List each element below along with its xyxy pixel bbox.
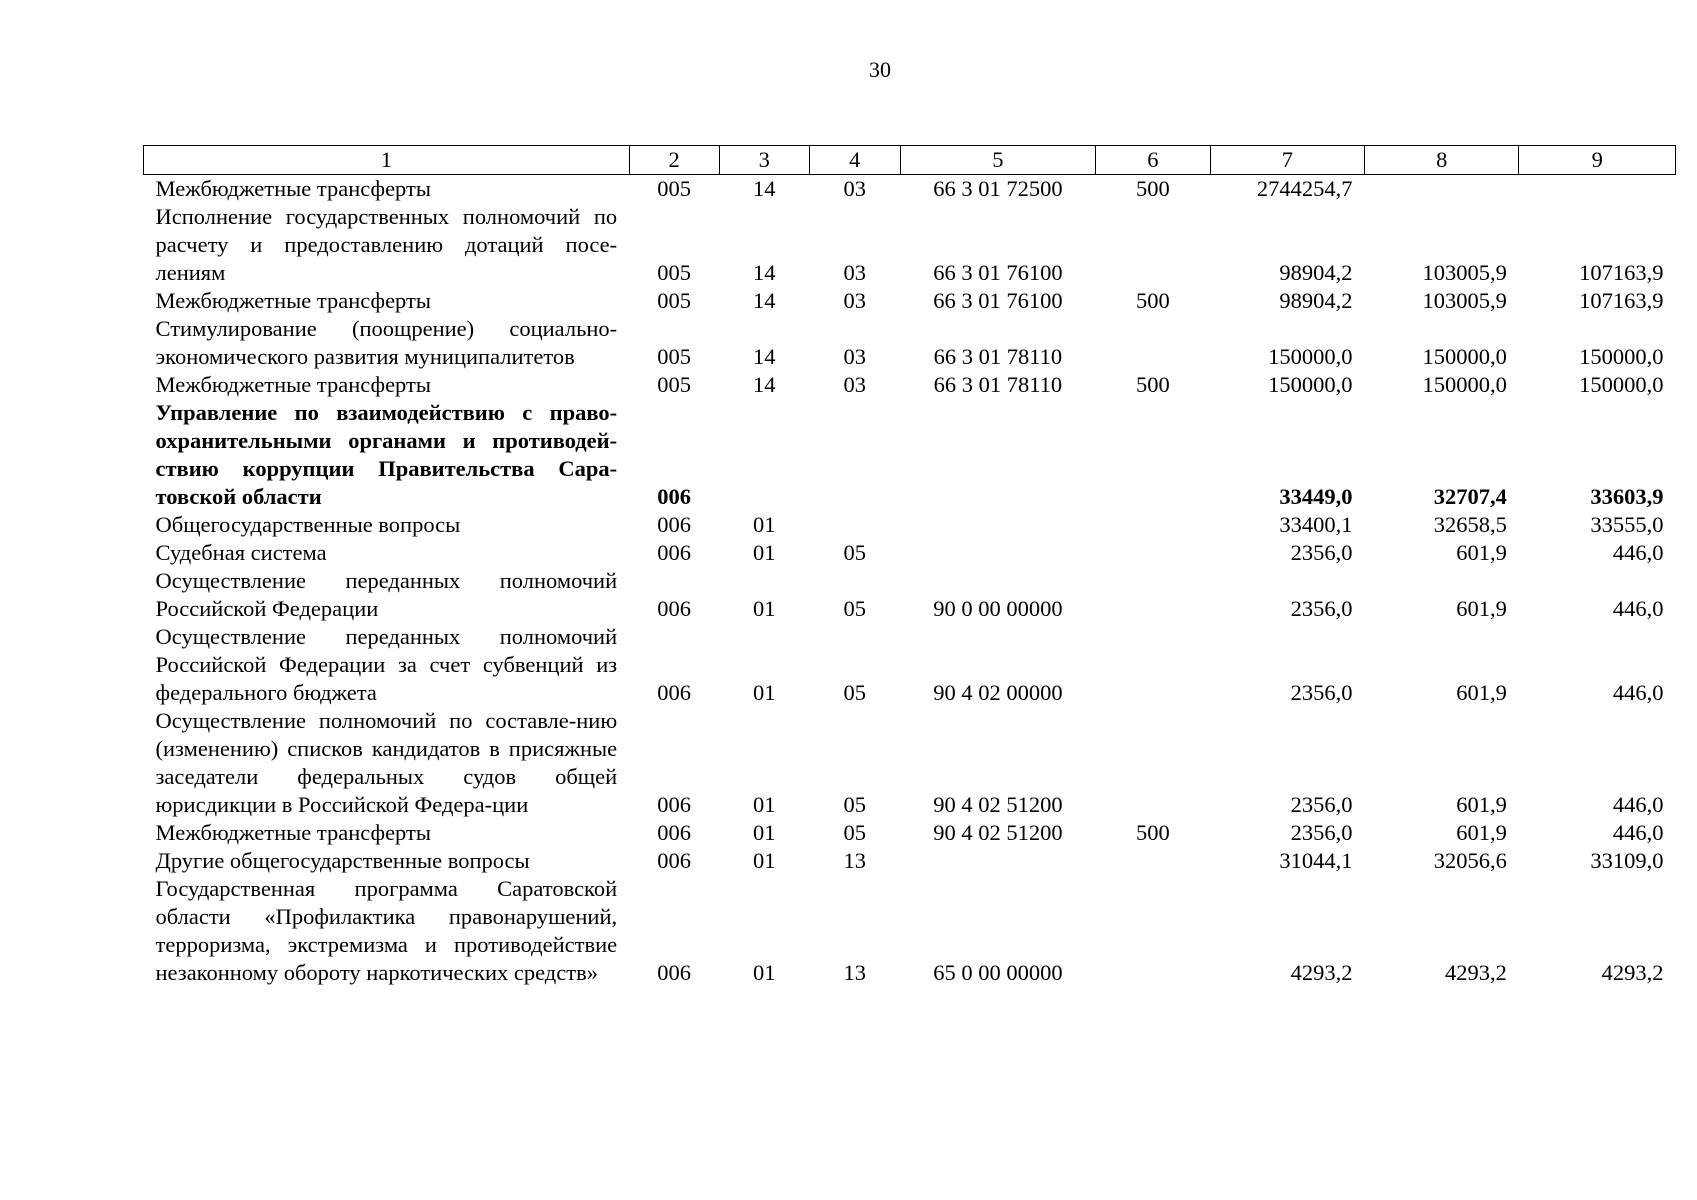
expense-type-code	[1095, 399, 1210, 511]
subsection-code: 13	[843, 848, 867, 873]
row-description-text: Судебная система	[155, 540, 327, 565]
target-article-code	[900, 539, 1095, 567]
row-description-text: Управление по взаимодействию с право-охранительными органами и противодей-ствию коррупции Правительства Сара-товской области	[155, 400, 618, 509]
row-description	[144, 847, 630, 875]
amount-col-7: 150000,0	[1268, 372, 1353, 397]
amount-col-9: 446,0	[1612, 596, 1664, 621]
section-code: 01	[752, 512, 776, 537]
table-row	[144, 399, 1676, 511]
row-description-text: Осуществление полномочий по составле-нию (изменению) списков кандидатов в присяжные заседатели федеральных судов общей юрисдикции в Российской Федера-ции	[155, 708, 618, 817]
expense-type-code	[1095, 847, 1210, 875]
table-row	[144, 875, 1676, 987]
amount-col-7: 98904,2	[1279, 288, 1353, 313]
section-code: 14	[752, 260, 776, 285]
row-description-text: Межбюджетные трансферты	[155, 820, 431, 845]
amount-col-9: 446,0	[1612, 792, 1664, 817]
target-article-code: 66 3 01 76100	[933, 288, 1063, 313]
amount-col-7: 2744254,7	[1256, 176, 1353, 201]
amount-col-9: 33603,9	[1590, 484, 1664, 509]
section-code: 01	[752, 540, 776, 565]
row-description	[144, 511, 630, 539]
table-row	[144, 539, 1676, 567]
section-code: 01	[752, 792, 776, 817]
page-number: 30	[869, 57, 891, 82]
row-description	[144, 707, 630, 819]
expense-type-code: 500	[1135, 288, 1170, 313]
ministry-code: 006	[657, 512, 692, 537]
target-article-code: 66 3 01 78110	[933, 344, 1063, 369]
row-description-text: Межбюджетные трансферты	[155, 176, 431, 201]
row-description-text: Осуществление переданных полномочий Российской Федерации за счет субвенций из федерального бюджета	[155, 624, 618, 705]
amount-col-9: 33109,0	[1590, 848, 1664, 873]
amount-col-9: 107163,9	[1579, 288, 1664, 313]
section-code: 01	[752, 960, 776, 985]
amount-col-8: 601,9	[1456, 596, 1507, 621]
header-cell: 4	[809, 146, 900, 175]
budget-table	[143, 145, 1676, 987]
subsection-code: 05	[843, 540, 867, 565]
target-article-code	[900, 511, 1095, 539]
amount-col-7: 33449,0	[1279, 484, 1353, 509]
expense-type-code	[1095, 707, 1210, 819]
amount-col-9: 107163,9	[1579, 260, 1664, 285]
amount-col-7: 2356,0	[1290, 792, 1353, 817]
amount-col-7: 98904,2	[1279, 260, 1353, 285]
section-code: 01	[752, 820, 776, 845]
ministry-code: 005	[657, 372, 692, 397]
target-article-code: 66 3 01 72500	[933, 176, 1063, 201]
table-row	[144, 175, 1676, 204]
target-article-code: 90 4 02 00000	[933, 680, 1063, 705]
table-row	[144, 623, 1676, 707]
table-row	[144, 315, 1676, 371]
amount-col-7: 31044,1	[1279, 848, 1353, 873]
ministry-code: 006	[657, 792, 692, 817]
section-code: 14	[752, 176, 776, 201]
ministry-code: 005	[657, 176, 692, 201]
section-code: 14	[752, 372, 776, 397]
table-row	[144, 567, 1676, 623]
expense-type-code: 500	[1135, 372, 1170, 397]
expense-type-code	[1095, 315, 1210, 371]
subsection-code: 03	[843, 372, 867, 397]
ministry-code: 006	[657, 540, 692, 565]
expense-type-code: 500	[1135, 820, 1170, 845]
header-cell: 1	[144, 146, 630, 175]
header-cell: 6	[1095, 146, 1210, 175]
amount-col-7: 150000,0	[1268, 344, 1353, 369]
amount-col-8: 150000,0	[1422, 344, 1507, 369]
amount-col-8: 4293,2	[1445, 960, 1507, 985]
row-description-text: Другие общегосударственные вопросы	[155, 848, 530, 873]
target-article-code: 66 3 01 78110	[933, 372, 1063, 397]
amount-col-8: 103005,9	[1422, 260, 1507, 285]
section-code: 14	[752, 288, 776, 313]
expense-type-code	[1095, 623, 1210, 707]
row-description	[144, 623, 630, 707]
amount-col-7: 2356,0	[1290, 596, 1353, 621]
subsection-code: 05	[843, 680, 867, 705]
subsection-code: 13	[843, 960, 867, 985]
expense-type-code: 500	[1135, 176, 1170, 201]
target-article-code: 90 0 00 00000	[933, 596, 1063, 621]
amount-col-9: 446,0	[1612, 680, 1664, 705]
section-code: 01	[752, 848, 776, 873]
row-description	[144, 175, 630, 204]
amount-col-8: 601,9	[1456, 540, 1507, 565]
section-code: 14	[752, 344, 776, 369]
amount-col-9: 150000,0	[1579, 344, 1664, 369]
target-article-code: 66 3 01 76100	[933, 260, 1063, 285]
row-description	[144, 539, 630, 567]
amount-col-9: 446,0	[1612, 540, 1664, 565]
amount-col-8: 150000,0	[1422, 372, 1507, 397]
amount-col-8: 32056,6	[1433, 848, 1507, 873]
row-description-text: Стимулирование (поощрение) социально-экономического развития муниципалитетов	[155, 316, 618, 369]
ministry-code: 006	[657, 960, 692, 985]
row-description	[144, 287, 630, 315]
subsection-code: 03	[843, 176, 867, 201]
table-body	[144, 175, 1676, 988]
subsection-code: 05	[843, 792, 867, 817]
amount-col-8: 103005,9	[1422, 288, 1507, 313]
amount-col-7: 2356,0	[1290, 820, 1353, 845]
table-row	[144, 847, 1676, 875]
header-cell: 8	[1365, 146, 1519, 175]
subsection-code: 03	[843, 344, 867, 369]
ministry-code: 006	[657, 848, 692, 873]
amount-col-8: 601,9	[1456, 792, 1507, 817]
table-row	[144, 203, 1676, 287]
section-code: 01	[752, 596, 776, 621]
expense-type-code	[1095, 539, 1210, 567]
ministry-code: 006	[657, 484, 692, 509]
amount-col-7: 4293,2	[1290, 960, 1353, 985]
row-description-text: Государственная программа Саратовской области «Профилактика правонарушений, терроризма, экстремизма и противодействие незаконному обороту наркотических средств»	[155, 876, 618, 985]
table-row	[144, 707, 1676, 819]
subsection-code: 05	[843, 820, 867, 845]
amount-col-8	[1365, 175, 1519, 204]
row-description-text: Межбюджетные трансферты	[155, 288, 431, 313]
expense-type-code	[1095, 511, 1210, 539]
ministry-code: 006	[657, 680, 692, 705]
row-description	[144, 371, 630, 399]
row-description-text: Исполнение государственных полномочий по расчету и предоставлению дотаций посе-лениям	[155, 204, 618, 285]
section-code: 01	[752, 680, 776, 705]
header-cell: 3	[719, 146, 809, 175]
expense-type-code	[1095, 567, 1210, 623]
amount-col-8: 601,9	[1456, 680, 1507, 705]
amount-col-7: 2356,0	[1290, 680, 1353, 705]
row-description-text: Межбюджетные трансферты	[155, 372, 431, 397]
row-description	[144, 315, 630, 371]
amount-col-8: 601,9	[1456, 820, 1507, 845]
amount-col-9	[1519, 175, 1676, 204]
row-description	[144, 875, 630, 987]
amount-col-9: 4293,2	[1601, 960, 1664, 985]
row-description-text: Общегосударственные вопросы	[155, 512, 461, 537]
row-description	[144, 567, 630, 623]
row-description	[144, 203, 630, 287]
target-article-code	[900, 399, 1095, 511]
ministry-code: 005	[657, 344, 692, 369]
section-code	[719, 399, 809, 511]
table-row	[144, 287, 1676, 315]
expense-type-code	[1095, 875, 1210, 987]
header-cell: 2	[629, 146, 719, 175]
row-description	[144, 399, 630, 511]
header-cell: 7	[1210, 146, 1364, 175]
table-row	[144, 511, 1676, 539]
target-article-code: 90 4 02 51200	[933, 792, 1063, 817]
subsection-code: 03	[843, 260, 867, 285]
table-row	[144, 819, 1676, 847]
row-description	[144, 819, 630, 847]
subsection-code: 05	[843, 596, 867, 621]
row-description-text: Осуществление переданных полномочий Российской Федерации	[155, 568, 618, 621]
header-row	[144, 146, 1676, 175]
target-article-code: 65 0 00 00000	[933, 960, 1063, 985]
subsection-code	[809, 511, 900, 539]
header-cell: 9	[1519, 146, 1676, 175]
target-article-code	[900, 847, 1095, 875]
ministry-code: 005	[657, 260, 692, 285]
amount-col-7: 2356,0	[1290, 540, 1353, 565]
header-cell: 5	[900, 146, 1095, 175]
ministry-code: 005	[657, 288, 692, 313]
subsection-code: 03	[843, 288, 867, 313]
amount-col-9: 446,0	[1612, 820, 1664, 845]
subsection-code	[809, 399, 900, 511]
ministry-code: 006	[657, 820, 692, 845]
amount-col-8: 32707,4	[1433, 484, 1507, 509]
amount-col-9: 33555,0	[1590, 512, 1664, 537]
expense-type-code	[1095, 203, 1210, 287]
ministry-code: 006	[657, 596, 692, 621]
amount-col-9: 150000,0	[1579, 372, 1664, 397]
target-article-code: 90 4 02 51200	[933, 820, 1063, 845]
table-row	[144, 371, 1676, 399]
amount-col-8: 32658,5	[1433, 512, 1507, 537]
amount-col-7: 33400,1	[1279, 512, 1353, 537]
